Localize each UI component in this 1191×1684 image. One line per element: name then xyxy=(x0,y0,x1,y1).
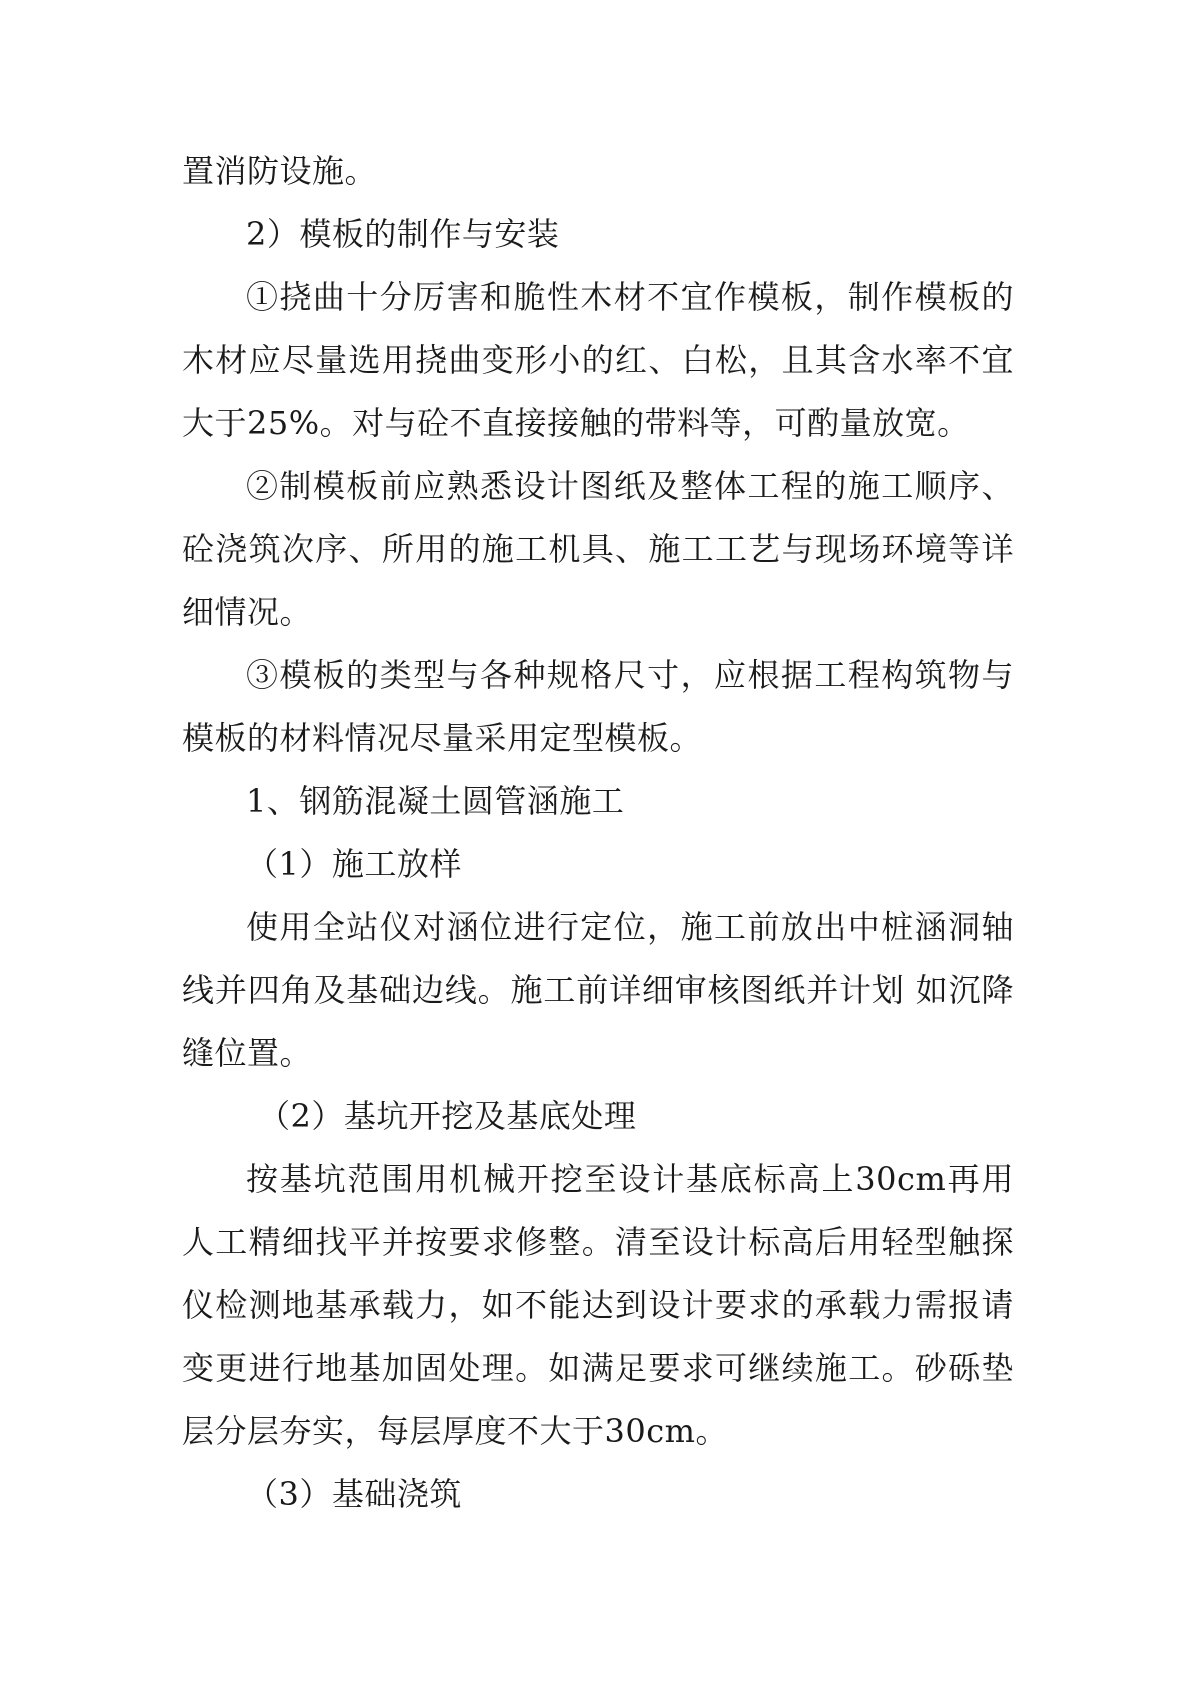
document-body xyxy=(182,140,1014,1526)
heading-pipe-culvert: 1、钢筋混凝土圆管涵施工 xyxy=(246,782,625,820)
heading-setting-out: （1）施工放样 xyxy=(246,845,462,883)
heading-excavation: （2）基坑开挖及基底处理 xyxy=(258,1097,637,1135)
paragraph-excavation: 按基坑范围用机械开挖至设计基底标高上30cm再用人工精细找平并按要求修整。清至设计标高后用轻型触探仪检测地基承载力，如不能达到设计要求的承载力需报请变更进行地基加固处理。如满足要求可继续施工。砂砾垫层分层夯实，每层厚度不大于30cm。 xyxy=(182,1160,1014,1450)
paragraph-fire-facilities: 置消防设施。 xyxy=(182,152,378,190)
heading-formwork-making: 2）模板的制作与安装 xyxy=(246,215,560,253)
paragraph-formwork-wood: ①挠曲十分厉害和脆性木材不宜作模板，制作模板的木材应尽量选用挠曲变形小的红、白松，且其含水率不宜大于25%。对与砼不直接接触的带料等，可酌量放宽。 xyxy=(182,278,1014,442)
heading-foundation-pouring: （3）基础浇筑 xyxy=(246,1475,462,1513)
paragraph-formwork-preparation: ②制模板前应熟悉设计图纸及整体工程的施工顺序、砼浇筑次序、所用的施工机具、施工工艺与现场环境等详细情况。 xyxy=(182,467,1014,631)
paragraph-formwork-types: ③模板的类型与各种规格尺寸，应根据工程构筑物与模板的材料情况尽量采用定型模板。 xyxy=(182,656,1014,757)
paragraph-setting-out: 使用全站仪对涵位进行定位，施工前放出中桩涵洞轴线并四角及基础边线。施工前详细审核图纸并计划 如沉降缝位置。 xyxy=(182,908,1014,1072)
